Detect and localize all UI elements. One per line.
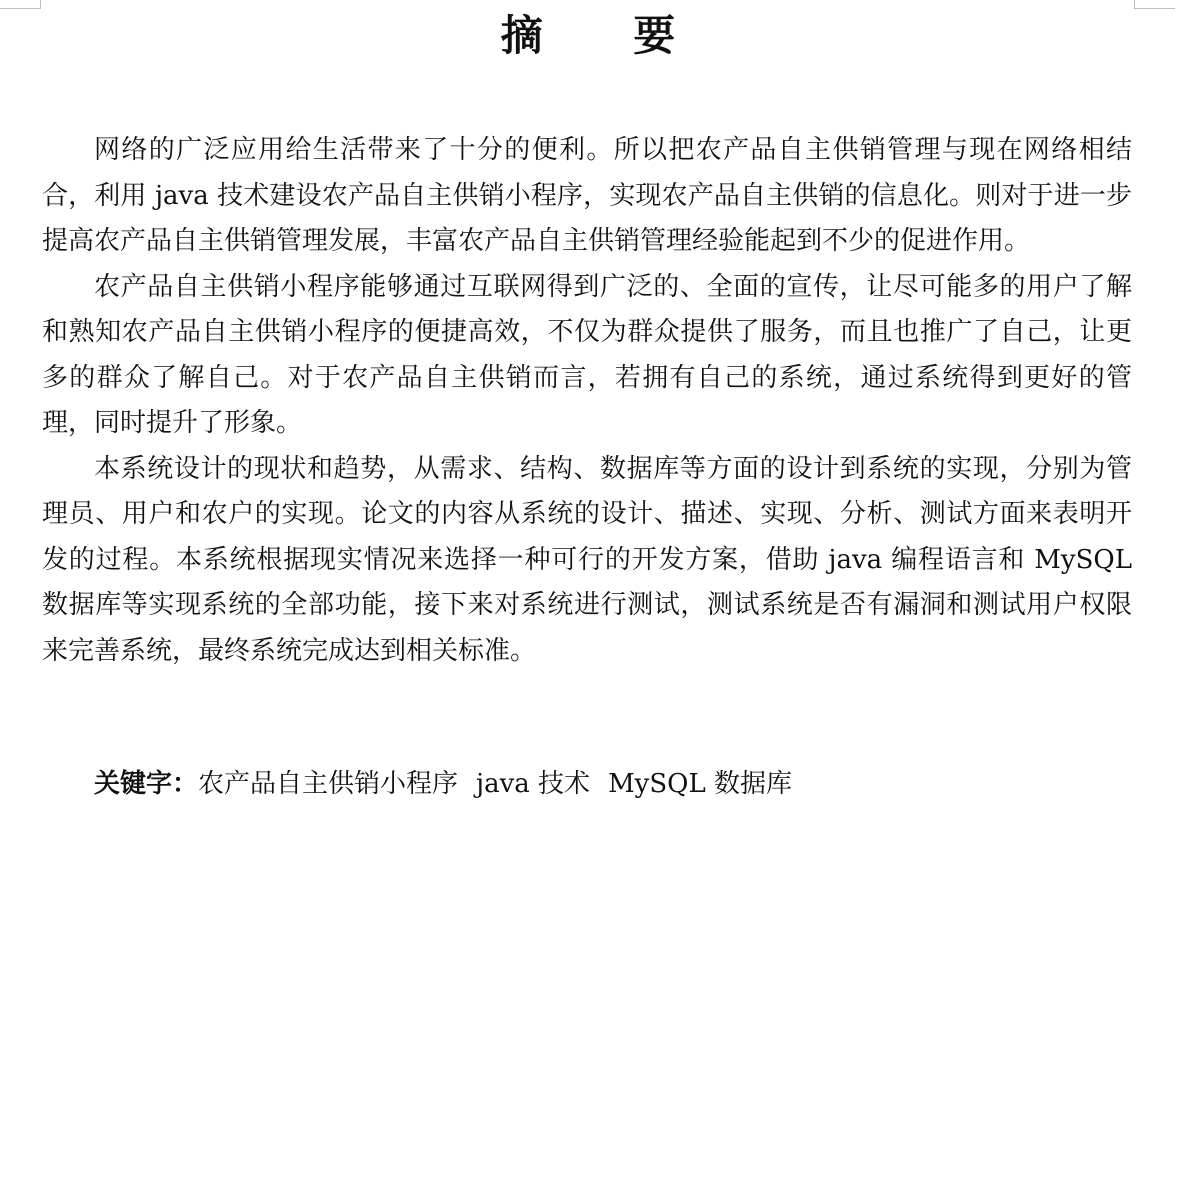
keyword-item: 农产品自主供销小程序 (198, 769, 459, 799)
keyword-item: java 技术 (476, 769, 591, 799)
abstract-paragraph-1: 网络的广泛应用给生活带来了十分的便利。所以把农产品自主供销管理与现在网络相结合，利用 java 技术建设农产品自主供销小程序，实现农产品自主供销的信息化。则对于进一步提高农产品自主供销管理发展，丰富农产品自主供销管理经验能起到不少的促进作用。 (42, 135, 1132, 256)
abstract-title: 摘 要 (500, 11, 714, 60)
crop-mark-top-right (1134, 0, 1175, 9)
abstract-body (42, 128, 1132, 674)
abstract-paragraph-3: 本系统设计的现状和趋势，从需求、结构、数据库等方面的设计到系统的实现，分别为管理员、用户和农户的实现。论文的内容从系统的设计、描述、实现、分析、测试方面来表明开发的过程。本系统根据现实情况来选择一种可行的开发方案，借助 java 编程语言和 MySQL 数据库等实现系统的全部功能，接下来对系统进行测试，测试系统是否有漏洞和测试用户权限来完善系统，最终系统完成达到相关标准。 (42, 453, 1133, 666)
keywords-label: 关键字： (94, 769, 199, 799)
keywords-line (42, 762, 1132, 807)
keyword-item: MySQL 数据库 (608, 769, 793, 799)
crop-mark-top-left (0, 0, 41, 9)
abstract-paragraph-2: 农产品自主供销小程序能够通过互联网得到广泛的、全面的宣传，让尽可能多的用户了解和熟知农产品自主供销小程序的便捷高效，不仅为群众提供了服务，而且也推广了自己，让更多的群众了解自己。对于农产品自主供销而言，若拥有自己的系统，通过系统得到更好的管理，同时提升了形象。 (42, 271, 1132, 438)
